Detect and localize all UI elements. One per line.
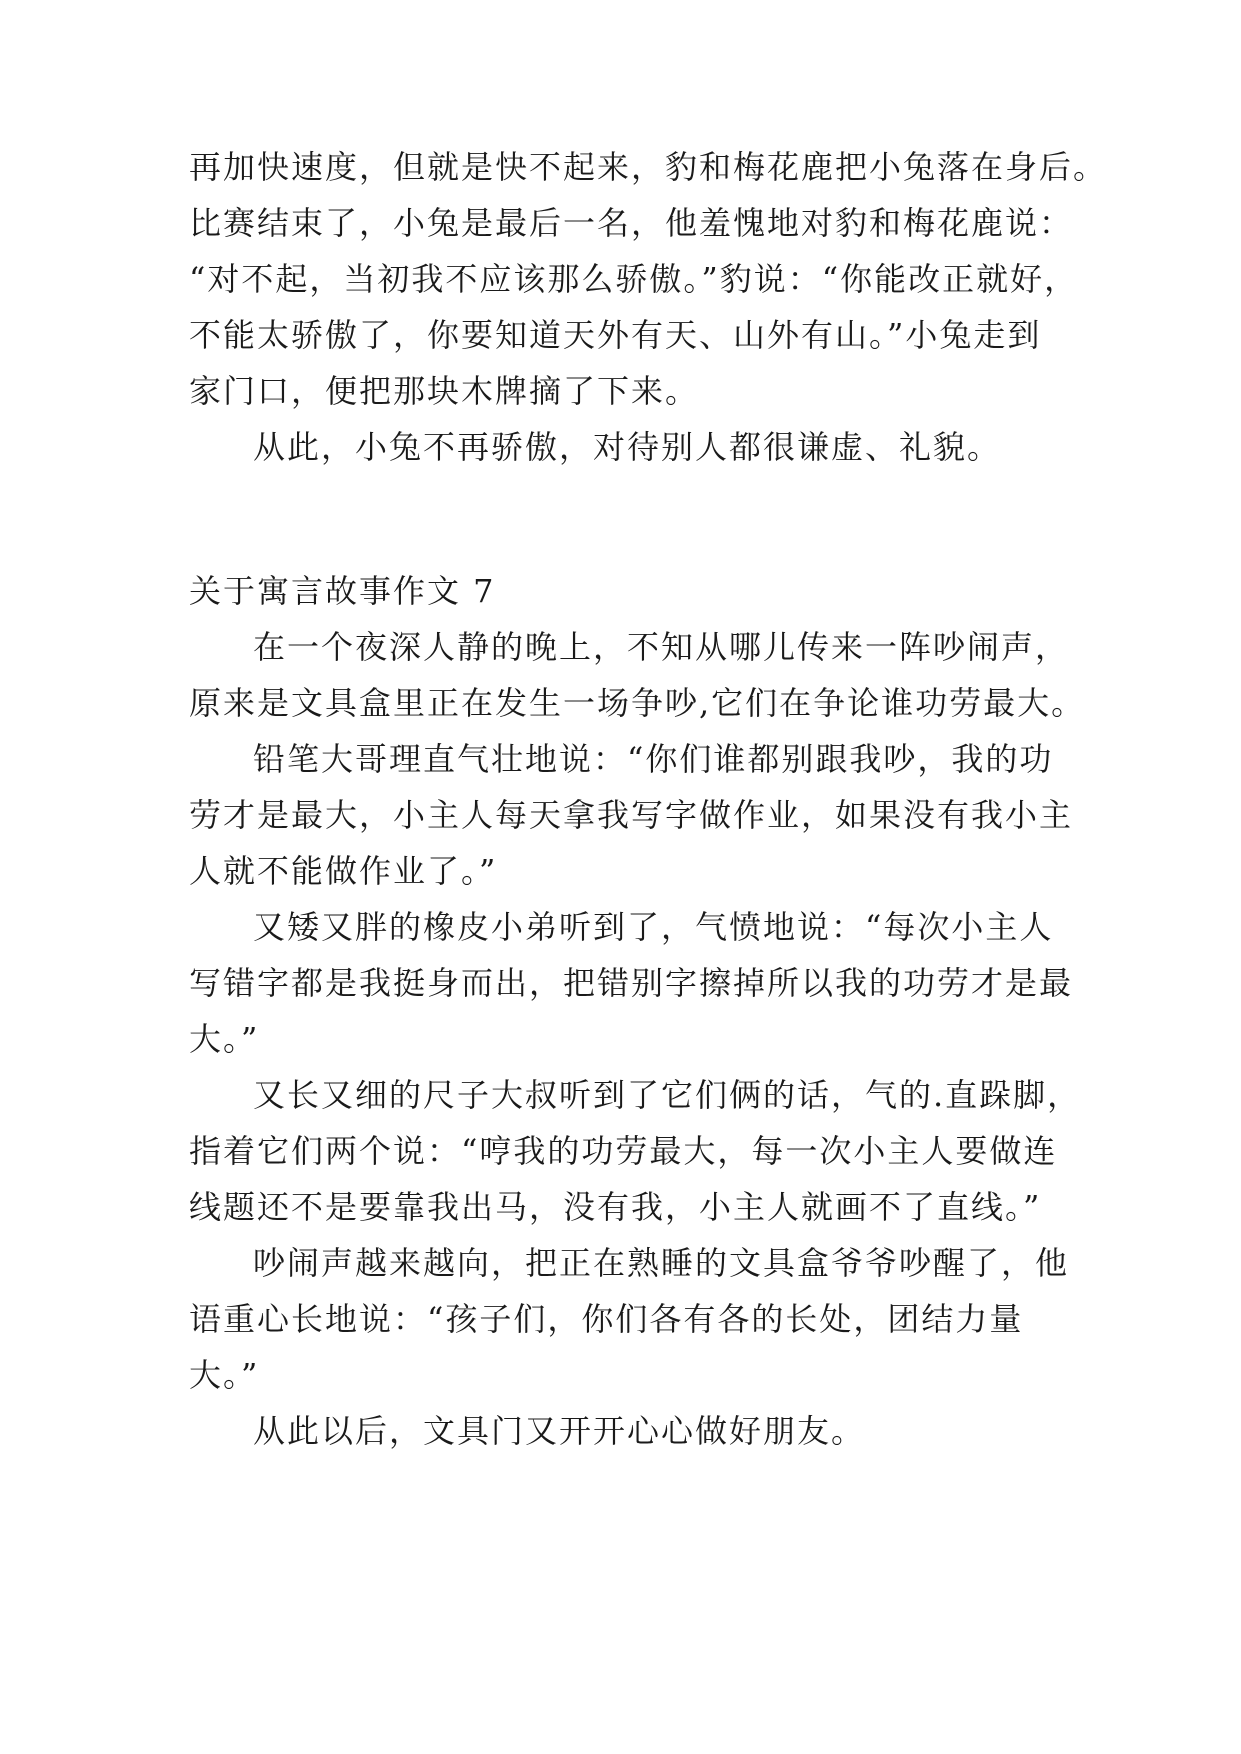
closing-line: 从此，小兔不再骄傲，对待别人都很谦虚、礼貌。 [253,428,1002,466]
text-line: “对不起，当初我不应该那么骄傲。”豹说：“你能改正就好， [189,260,1079,298]
text-line: 大。” [189,1356,260,1394]
text-line: 家门口，便把那块木牌摘了下来。 [189,372,700,410]
text-line: 写错字都是我挺身而出，把错别字擦掉所以我的功劳才是最 [189,964,1074,1002]
text-line: 再加快速度，但就是快不起来，豹和梅花鹿把小兔落在身后。 [189,148,1108,186]
text-line: 人就不能做作业了。” [189,852,498,890]
text-line: 铅笔大哥理直气壮地说：“你们谁都别跟我吵，我的功 [253,740,1054,778]
text-line: 原来是文具盒里正在发生一场争吵,它们在争论谁功劳最大。 [189,684,1086,722]
text-line: 不能太骄傲了，你要知道天外有天、山外有山。”小兔走到 [189,316,1042,354]
text-line: 又长又细的尺子大叔听到了它们俩的话，气的.直跺脚， [253,1076,1082,1114]
text-line: 大。” [189,1020,260,1058]
text-line: 从此以后，文具门又开开心心做好朋友。 [253,1412,866,1450]
text-line: 语重心长地说：“孩子们，你们各有各的长处，团结力量 [189,1300,1024,1338]
text-line: 比赛结束了，小兔是最后一名，他羞愧地对豹和梅花鹿说： [189,204,1074,242]
text-line: 又矮又胖的橡皮小弟听到了，气愤地说：“每次小主人 [253,908,1054,946]
text-line: 在一个夜深人静的晚上，不知从哪儿传来一阵吵闹声， [253,628,1070,666]
text-line: 劳才是最大，小主人每天拿我写字做作业，如果没有我小主 [189,796,1074,834]
text-line: 指着它们两个说：“哼我的功劳最大，每一次小主人要做连 [189,1132,1058,1170]
text-line: 吵闹声越来越向，把正在熟睡的文具盒爷爷吵醒了，他 [253,1244,1070,1282]
section-heading: 关于寓言故事作文 7 [189,572,496,610]
text-line: 线题还不是要靠我出马，没有我，小主人就画不了直线。” [189,1188,1042,1226]
